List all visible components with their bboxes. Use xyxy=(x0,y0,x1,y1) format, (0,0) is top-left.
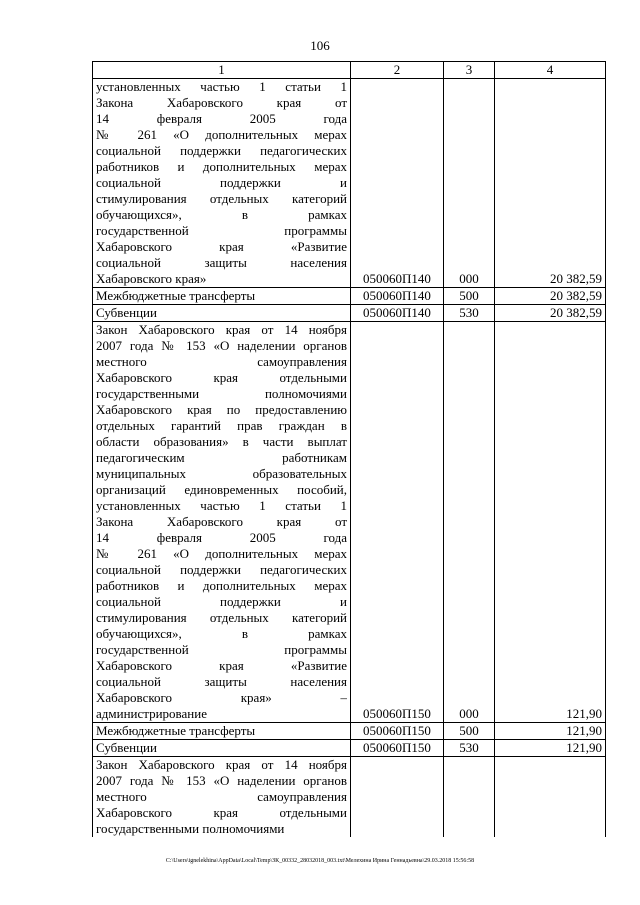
row-target-code: 050060П140 xyxy=(351,305,444,322)
description-line: муниципальных образовательных xyxy=(96,466,347,481)
row-description xyxy=(93,723,351,740)
description-line: Межбюджетные трансферты xyxy=(96,723,256,738)
row-amount: 121,90 xyxy=(495,740,606,757)
description-line: Субвенции xyxy=(96,305,157,320)
description-line: Субвенции xyxy=(96,740,157,755)
table-row xyxy=(93,322,606,723)
description-line: местного самоуправления xyxy=(96,354,347,369)
description-line: Хабаровского края «Развитие xyxy=(96,239,347,254)
description-line: Закон Хабаровского края от 14 ноября xyxy=(96,757,347,772)
row-description xyxy=(93,757,351,838)
description-line: 14 февраля 2005 года xyxy=(96,111,347,126)
description-line: работников и дополнительных мерах xyxy=(96,578,347,593)
description-line: № 261 «О дополнительных мерах xyxy=(96,127,347,142)
header-col-3: 3 xyxy=(444,62,495,79)
row-target-code xyxy=(351,757,444,838)
row-expense-type: 000 xyxy=(444,79,495,288)
description-line: Хабаровского края отдельными xyxy=(96,805,347,820)
description-line: обучающихся», в рамках xyxy=(96,207,347,222)
row-amount: 121,90 xyxy=(495,322,606,723)
row-target-code: 050060П140 xyxy=(351,288,444,305)
row-target-code: 050060П140 xyxy=(351,79,444,288)
row-expense-type: 500 xyxy=(444,288,495,305)
row-amount: 20 382,59 xyxy=(495,288,606,305)
row-description xyxy=(93,322,351,723)
description-line: педагогическим работникам xyxy=(96,450,347,465)
row-target-code: 050060П150 xyxy=(351,322,444,723)
table-row xyxy=(93,305,606,322)
row-expense-type: 500 xyxy=(444,723,495,740)
row-description xyxy=(93,305,351,322)
table-row xyxy=(93,740,606,757)
table-row xyxy=(93,79,606,288)
description-line: организаций единовременных пособий, xyxy=(96,482,347,497)
row-description xyxy=(93,79,351,288)
description-line: социальной защиты населения xyxy=(96,674,347,689)
table-row xyxy=(93,757,606,838)
description-line: стимулирования отдельных категорий xyxy=(96,191,347,206)
row-expense-type: 530 xyxy=(444,305,495,322)
description-line: социальной поддержки и xyxy=(96,594,347,609)
description-line: Хабаровского края» – xyxy=(96,690,347,705)
description-line: 2007 года № 153 «О наделении органов xyxy=(96,773,347,788)
description-line: администрирование xyxy=(96,706,207,721)
row-target-code: 050060П150 xyxy=(351,723,444,740)
description-line: Хабаровского края» xyxy=(96,271,207,286)
row-description xyxy=(93,288,351,305)
description-line: 14 февраля 2005 года xyxy=(96,530,347,545)
table-body xyxy=(93,79,606,838)
description-line: области образования» в части выплат xyxy=(96,434,347,449)
description-line: социальной поддержки педагогических xyxy=(96,562,347,577)
description-line: Закона Хабаровского края от xyxy=(96,95,347,110)
description-line: № 261 «О дополнительных мерах xyxy=(96,546,347,561)
description-line: государственной программы xyxy=(96,223,347,238)
description-line: Закон Хабаровского края от 14 ноября xyxy=(96,322,347,337)
description-line: Закона Хабаровского края от xyxy=(96,514,347,529)
description-line: Хабаровского края отдельными xyxy=(96,370,347,385)
row-amount: 121,90 xyxy=(495,723,606,740)
row-description xyxy=(93,740,351,757)
description-line: 2007 года № 153 «О наделении органов xyxy=(96,338,347,353)
description-line: государственной программы xyxy=(96,642,347,657)
page-number: 106 xyxy=(310,38,330,53)
header-col-2: 2 xyxy=(351,62,444,79)
row-expense-type xyxy=(444,757,495,838)
description-line: работников и дополнительных мерах xyxy=(96,159,347,174)
description-line: социальной поддержки педагогических xyxy=(96,143,347,158)
description-line: Хабаровского края по предоставлению xyxy=(96,402,347,417)
row-target-code: 050060П150 xyxy=(351,740,444,757)
row-expense-type: 000 xyxy=(444,322,495,723)
table-header-row xyxy=(93,62,606,79)
row-amount xyxy=(495,757,606,838)
footer-file-path: C:\Users\ignelekhina\AppData\Local\Temp\ЗК_00332_28032018_003.txt\Мелехина Ирина Геннадьевна\29.03.2018 15:56:58 xyxy=(165,858,475,864)
description-line: стимулирования отдельных категорий xyxy=(96,610,347,625)
description-line: социальной поддержки и xyxy=(96,175,347,190)
description-line: Хабаровского края «Развитие xyxy=(96,658,347,673)
row-amount: 20 382,59 xyxy=(495,305,606,322)
table-row xyxy=(93,723,606,740)
description-line: Межбюджетные трансферты xyxy=(96,288,256,303)
description-line: государственными полномочиями xyxy=(96,386,347,401)
header-col-1: 1 xyxy=(93,62,351,79)
description-line: местного самоуправления xyxy=(96,789,347,804)
row-amount: 20 382,59 xyxy=(495,79,606,288)
description-line: установленных частью 1 статьи 1 xyxy=(96,498,347,513)
description-line: государственными полномочиями xyxy=(96,821,285,836)
description-line: отдельных гарантий прав граждан в xyxy=(96,418,347,433)
description-line: установленных частью 1 статьи 1 xyxy=(96,79,347,94)
table-row xyxy=(93,288,606,305)
description-line: обучающихся», в рамках xyxy=(96,626,347,641)
description-line: социальной защиты населения xyxy=(96,255,347,270)
header-col-4: 4 xyxy=(495,62,606,79)
budget-table xyxy=(92,61,606,837)
row-expense-type: 530 xyxy=(444,740,495,757)
